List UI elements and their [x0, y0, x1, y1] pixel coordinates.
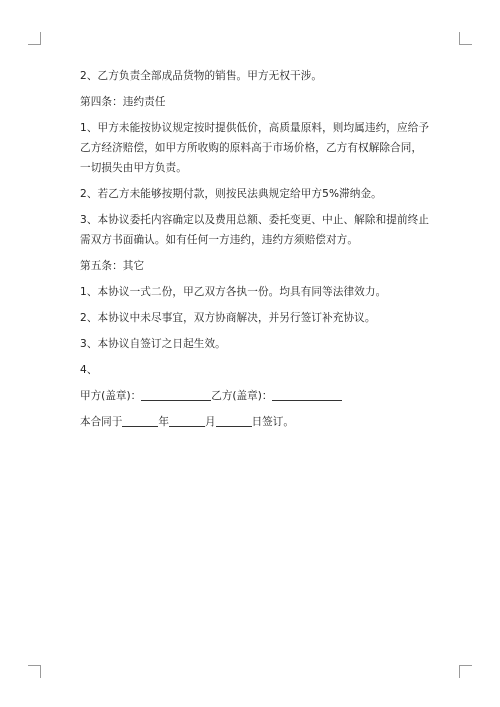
section-4-title: 第四条：违约责任 — [80, 96, 166, 108]
clause-4-3: 3、本协议委托内容确定以及费用总额、委托变更、中止、解除和提前终止需双方书面确认。如有任何一方违约，违约方须赔偿对方。 — [80, 214, 430, 246]
day-label: 日签订。 — [251, 416, 294, 428]
year-label: 年 — [158, 416, 169, 428]
month-label: 月 — [204, 416, 216, 428]
document-body — [80, 66, 432, 438]
clause-5-4: 4、 — [80, 364, 98, 376]
party-a-label: 甲方(盖章)： — [80, 390, 142, 402]
year-blank — [122, 414, 158, 427]
party-a-blank — [141, 388, 211, 401]
clause-5-3: 3、本协议自签订之日起生效。 — [80, 338, 226, 350]
clause-5-2: 2、本协议中未尽事宜，双方协商解决，并另行签订补充协议。 — [80, 312, 376, 324]
signature-line — [80, 386, 432, 406]
party-b-blank — [272, 388, 342, 401]
clause-5-1: 1、本协议一式二份，甲乙双方各执一份。均具有同等法律效力。 — [80, 286, 387, 298]
clause-4-1: 1、甲方未能按协议规定按时提供低价，高质量原料，则均属违约，应给予乙方经济赔偿，如甲方所收购的原料高于市场价格，乙方有权解除合同，一切损失由甲方负责。 — [80, 122, 430, 174]
day-blank — [216, 414, 252, 427]
corner-mark-bottom-left — [28, 665, 41, 678]
date-prefix: 本合同于 — [80, 416, 123, 428]
section-5-title: 第五条：其它 — [80, 260, 145, 272]
corner-mark-top-right — [459, 32, 472, 45]
clause-2-sales: 2、乙方负责全部成品货物的销售。甲方无权干涉。 — [80, 70, 323, 82]
corner-mark-bottom-right — [459, 665, 472, 678]
corner-mark-top-left — [28, 32, 41, 45]
party-b-label: 乙方(盖章)： — [211, 390, 273, 402]
signing-date-line — [80, 412, 432, 432]
month-blank — [169, 414, 205, 427]
clause-4-2: 2、若乙方未能够按期付款，则按民法典规定给甲方5%滞纳金。 — [80, 188, 382, 200]
